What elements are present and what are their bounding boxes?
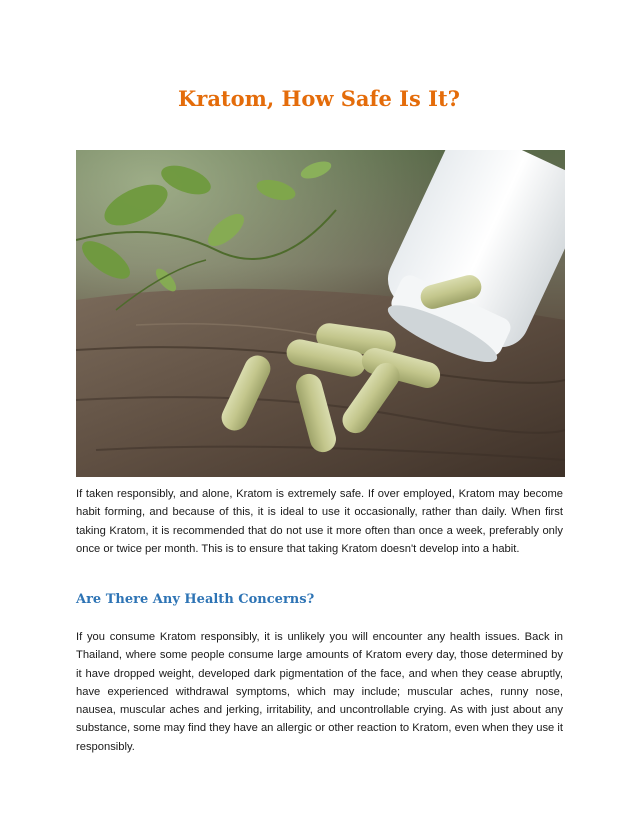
hero-image — [76, 150, 565, 477]
page-title: Kratom, How Safe Is It? — [178, 86, 460, 111]
paragraph-1: If taken responsibly, and alone, Kratom is extremely safe. If over employed, Kratom may become habit forming, and because of this, it is ideal to use it occasionally, rather than daily. When first taking Kratom, it is recommended that do not use it more often than once a week, preferably only once or twice per month. This is to ensure that taking Kratom doesn't develop into a habit. — [76, 488, 563, 555]
paragraph-2: If you consume Kratom responsibly, it is unlikely you will encounter any health issues. Back in Thailand, where some people consume large amounts of Kratom every day, those determined by it have dropped weight, developed dark pigmentation of the face, and when they cease abruptly, have experienced withdrawal symptoms, which may include; muscular aches, runny nose, nausea, muscular aches and jerking, irritability, and uncontrollable crying. As with just about any substance, some may find they have an allergic or other reaction to Kratom, even when they use it responsibly. — [76, 631, 563, 753]
section-heading: Are There Any Health Concerns? — [76, 592, 315, 607]
